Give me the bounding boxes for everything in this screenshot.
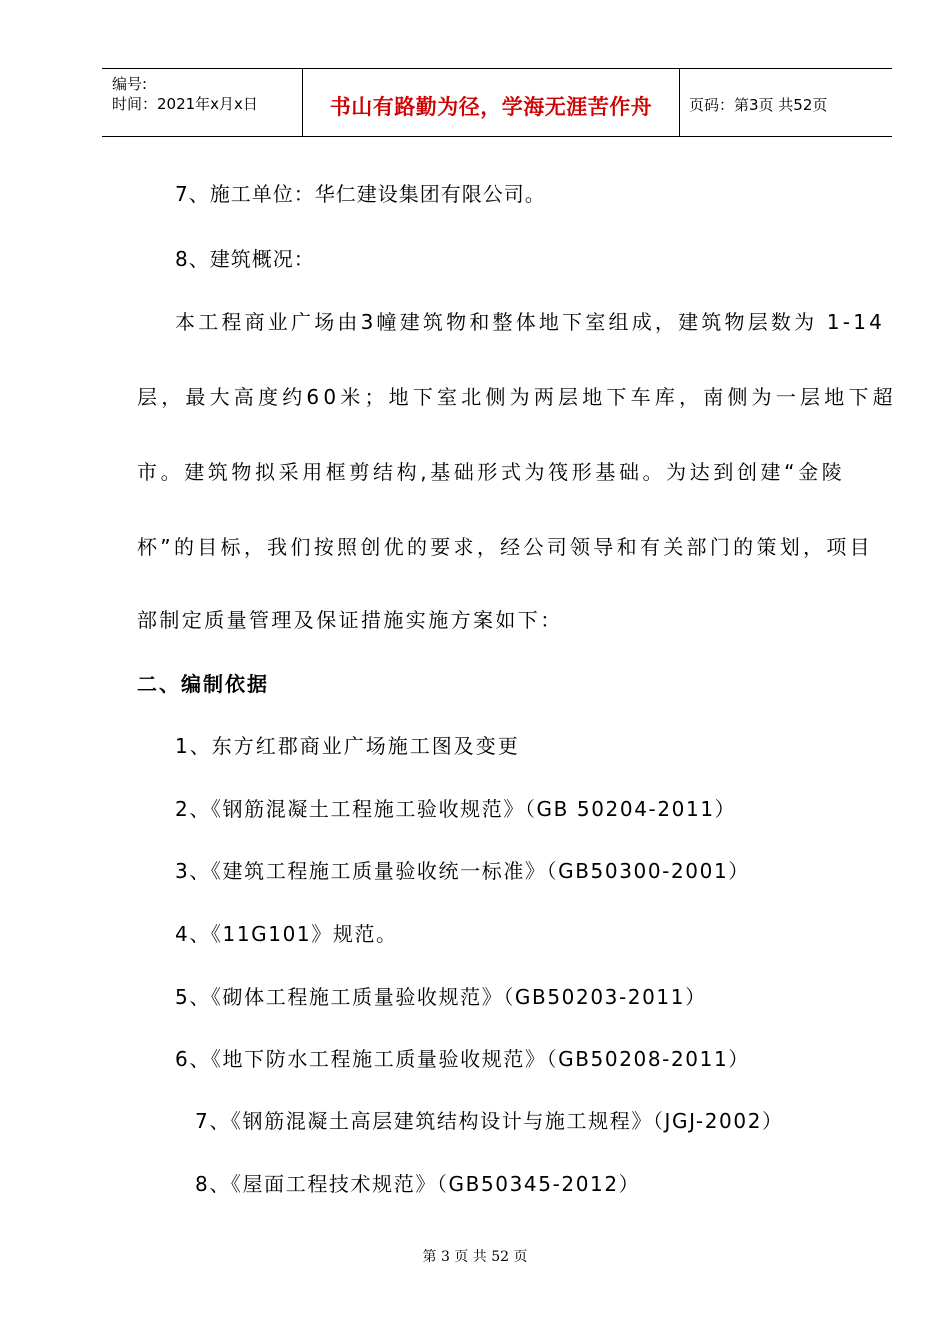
page-footer: 第 3 页 共 52 页	[422, 1249, 528, 1265]
header-left-cell	[102, 69, 302, 136]
overview-paragraph-line: 杯”的目标，我们按照创优的要求，经公司领导和有关部门的策划，项目	[137, 535, 873, 559]
page-header-table	[102, 68, 892, 137]
overview-paragraph-line: 市。建筑物拟采用框剪结构,基础形式为筏形基础。为达到创建“金陵	[137, 460, 846, 484]
overview-paragraph-line: 部制定质量管理及保证措施实施方案如下：	[137, 608, 563, 632]
document-date: 时间：2021年x月x日	[112, 95, 258, 113]
header-motto: 书山有路勤为径，学海无涯苦作舟	[329, 95, 653, 119]
basis-item: 5、《砌体工程施工质量验收规范》（GB50203-2011）	[175, 985, 707, 1009]
header-motto-cell	[302, 69, 680, 136]
basis-item: 6、《地下防水工程施工质量验收规范》（GB50208-2011）	[175, 1047, 750, 1071]
construction-unit-line: 7、施工单位：华仁建设集团有限公司。	[175, 182, 546, 206]
section-heading: 二、编制依据	[137, 672, 269, 696]
header-page-cell	[679, 69, 892, 136]
overview-paragraph-line: 本工程商业广场由3幢建筑物和整体地下室组成，建筑物层数为 1-14	[175, 310, 886, 334]
building-overview-label: 8、建筑概况：	[175, 247, 315, 271]
basis-item: 7、《钢筋混凝土高层建筑结构设计与施工规程》（JGJ-2002）	[195, 1109, 784, 1133]
header-page-info: 页码：第3页 共52页	[689, 96, 828, 114]
basis-item: 8、《屋面工程技术规范》（GB50345-2012）	[195, 1172, 641, 1196]
document-number-label: 编号:	[112, 75, 148, 93]
basis-item: 2、《钢筋混凝土工程施工验收规范》（GB 50204-2011）	[175, 797, 737, 821]
overview-paragraph-line: 层，最大高度约60米；地下室北侧为两层地下车库，南侧为一层地下超	[137, 385, 897, 409]
basis-item: 1、东方红郡商业广场施工图及变更	[175, 734, 520, 758]
basis-item: 4、《11G101》规范。	[175, 922, 398, 946]
basis-item: 3、《建筑工程施工质量验收统一标准》（GB50300-2001）	[175, 859, 750, 883]
